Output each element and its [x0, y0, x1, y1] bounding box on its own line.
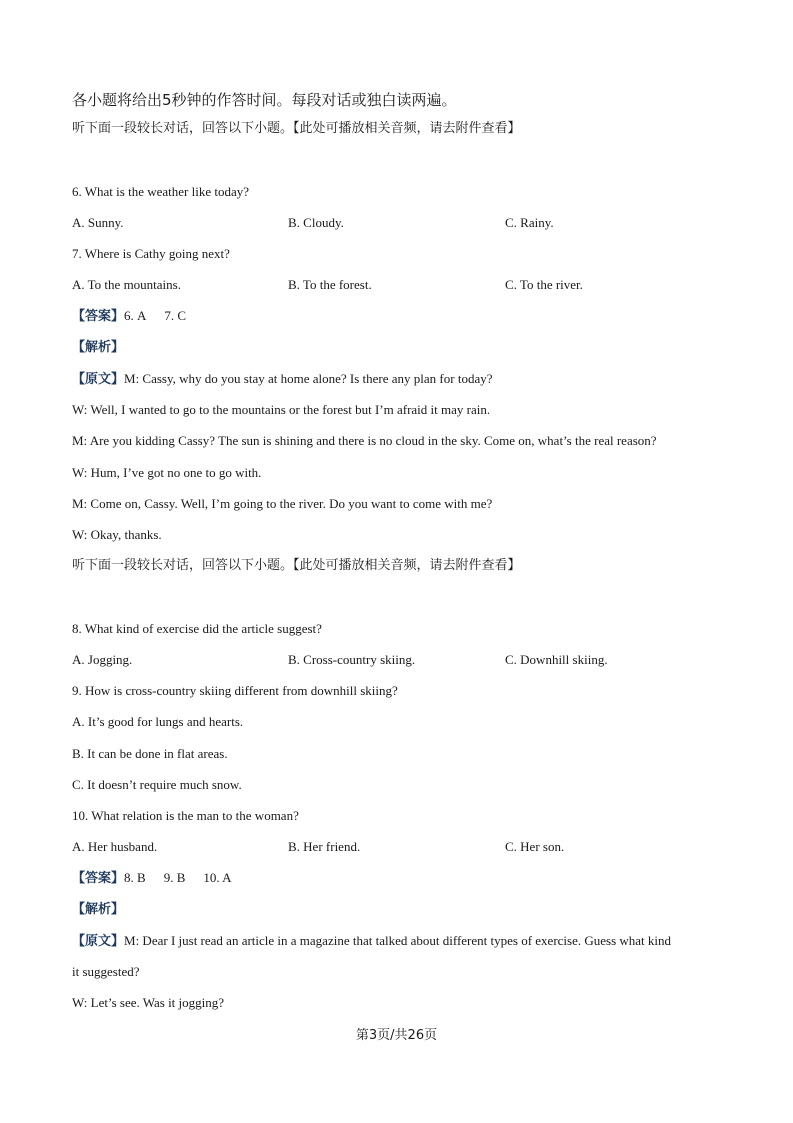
option-9c: C. It doesn’t require much snow.	[72, 777, 242, 792]
option-9b: B. It can be done in flat areas.	[72, 746, 228, 761]
answer-value: 8. B	[124, 870, 146, 885]
option-7c: C. To the river.	[505, 277, 583, 292]
instruction-text: 各小题将给出5秒钟的作答时间。每段对话或独白读两遍。	[72, 91, 457, 109]
option-8a: A. Jogging.	[72, 652, 133, 667]
question-9: 9. How is cross-country skiing different from downhill skiing?	[72, 683, 398, 698]
question-10: 10. What relation is the man to the woman?	[72, 808, 299, 823]
transcript-line	[72, 371, 493, 388]
option-7a: A. To the mountains.	[72, 277, 181, 292]
answer-value: 10. A	[203, 870, 232, 885]
transcript-line: W: Let’s see. Was it jogging?	[72, 995, 225, 1010]
transcript-tag: 【原文】	[72, 934, 125, 949]
option-6a: A. Sunny.	[72, 215, 124, 230]
answer-tag: 【答案】	[72, 309, 125, 324]
question-7: 7. Where is Cathy going next?	[72, 246, 230, 261]
option-9a: A. It’s good for lungs and hearts.	[72, 714, 244, 729]
option-8c: C. Downhill skiing.	[505, 652, 608, 667]
analysis-tag: 【解析】	[72, 340, 125, 355]
transcript-line: M: Come on, Cassy. Well, I’m going to the river. Do you want to come with me?	[72, 496, 493, 511]
answer-value: 9. B	[163, 870, 186, 885]
answer-tag: 【答案】	[72, 871, 125, 886]
transcript-line: W: Hum, I’ve got no one to go with.	[72, 465, 262, 480]
analysis-tag: 【解析】	[72, 902, 125, 917]
option-7b: B. To the forest.	[288, 277, 372, 292]
transcript-text: M: Cassy, why do you stay at home alone? Is there any plan for today?	[124, 371, 493, 386]
option-10c: C. Her son.	[505, 839, 565, 854]
transcript-line: M: Are you kidding Cassy? The sun is shining and there is no cloud in the sky. Come on, what’s the real reason?	[72, 433, 657, 448]
option-10a: A. Her husband.	[72, 839, 158, 854]
transcript-line: W: Well, I wanted to go to the mountains or the forest but I’m afraid it may rain.	[72, 402, 491, 417]
answer-line	[72, 308, 186, 325]
transcript-line: W: Okay, thanks.	[72, 527, 162, 542]
page-number: 第3页/共26页	[355, 1028, 438, 1043]
analysis-line	[72, 339, 124, 356]
listen-prompt: 听下面一段较长对话，回答以下小题。【此处可播放相关音频，请去附件查看】	[72, 558, 521, 573]
transcript-line: it suggested?	[72, 964, 140, 979]
question-6: 6. What is the weather like today?	[72, 184, 250, 199]
transcript-line	[72, 933, 671, 950]
option-6c: C. Rainy.	[505, 215, 554, 230]
answer-value: 6. A	[124, 308, 147, 323]
analysis-line	[72, 901, 124, 918]
option-8b: B. Cross-country skiing.	[288, 652, 416, 667]
option-10b: B. Her friend.	[288, 839, 361, 854]
option-6b: B. Cloudy.	[288, 215, 344, 230]
question-8: 8. What kind of exercise did the article suggest?	[72, 621, 322, 636]
transcript-text: M: Dear I just read an article in a magazine that talked about different types of exercise. Guess what kind	[124, 933, 672, 948]
answer-value: 7. C	[164, 308, 187, 323]
transcript-tag: 【原文】	[72, 372, 125, 387]
answer-line	[72, 870, 232, 887]
listen-prompt: 听下面一段较长对话，回答以下小题。【此处可播放相关音频，请去附件查看】	[72, 121, 521, 136]
